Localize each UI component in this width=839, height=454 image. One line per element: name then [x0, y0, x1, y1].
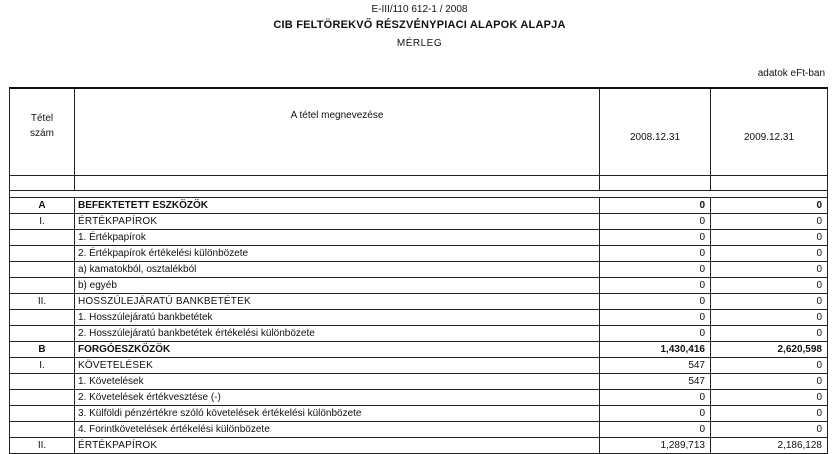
row-value-2008: 547 — [600, 358, 711, 374]
row-code — [10, 230, 75, 246]
row-value-2008: 1,430,416 — [600, 342, 711, 358]
header-item-name: A tétel megnevezése — [75, 88, 600, 176]
row-value-2009: 2,620,598 — [711, 342, 828, 358]
row-value-2008: 0 — [600, 406, 711, 422]
row-value-2009: 0 — [711, 374, 828, 390]
row-value-2009: 0 — [711, 406, 828, 422]
row-name: ÉRTÉKPAPÍROK — [75, 438, 600, 454]
row-value-2009: 0 — [711, 230, 828, 246]
row-code — [10, 278, 75, 294]
row-code — [10, 374, 75, 390]
row-value-2008: 0 — [600, 294, 711, 310]
row-name: ÉRTÉKPAPÍROK — [75, 214, 600, 230]
row-name: 2. Értékpapírok értékelési különbözete — [75, 246, 600, 262]
row-value-2009: 2,186,128 — [711, 438, 828, 454]
row-value-2008: 0 — [600, 230, 711, 246]
unit-note: adatok eFt-ban — [757, 68, 825, 79]
row-name: FORGÓESZKÖZÖK — [75, 342, 600, 358]
row-value-2009: 0 — [711, 422, 828, 438]
row-code — [10, 310, 75, 326]
row-name: 2. Követelések értékvesztése (-) — [75, 390, 600, 406]
row-value-2008: 0 — [600, 422, 711, 438]
row-code — [10, 390, 75, 406]
table-row — [10, 374, 828, 390]
header-item-number: Tétel szám — [10, 88, 75, 176]
header-2008: 2008.12.31 — [600, 88, 711, 176]
row-code: II. — [10, 294, 75, 310]
table-row — [10, 246, 828, 262]
row-value-2009: 0 — [711, 278, 828, 294]
row-name: 3. Külföldi pénzértékre szóló követelések értékelési különbözete — [75, 406, 600, 422]
row-value-2008: 0 — [600, 214, 711, 230]
row-code: B — [10, 342, 75, 358]
table-row — [10, 406, 828, 422]
row-name: BEFEKTETETT ESZKÖZÖK — [75, 198, 600, 214]
table-row — [10, 438, 828, 454]
row-value-2009: 0 — [711, 390, 828, 406]
row-value-2008: 0 — [600, 310, 711, 326]
row-code: II. — [10, 438, 75, 454]
row-code: I. — [10, 214, 75, 230]
row-code: I. — [10, 358, 75, 374]
row-value-2008: 0 — [600, 390, 711, 406]
header-2009: 2009.12.31 — [711, 88, 828, 176]
table-row — [10, 294, 828, 310]
row-value-2009: 0 — [711, 358, 828, 374]
row-name: KÖVETELÉSEK — [75, 358, 600, 374]
row-value-2008: 0 — [600, 198, 711, 214]
row-code — [10, 262, 75, 278]
row-value-2009: 0 — [711, 326, 828, 342]
document-title: CIB FELTÖREKVŐ RÉSZVÉNYPIACI ALAPOK ALAPJA — [273, 19, 566, 31]
row-value-2008: 0 — [600, 278, 711, 294]
table-row — [10, 422, 828, 438]
table-row — [10, 358, 828, 374]
spacer-row — [10, 176, 828, 191]
row-value-2008: 0 — [600, 262, 711, 278]
row-name: HOSSZÚLEJÁRATÚ BANKBETÉTEK — [75, 294, 600, 310]
row-name: 1. Hosszúlejáratú bankbetétek — [75, 310, 600, 326]
row-value-2008: 547 — [600, 374, 711, 390]
row-code — [10, 406, 75, 422]
document-subtitle: MÉRLEG — [396, 38, 443, 49]
table-row — [10, 326, 828, 342]
row-value-2009: 0 — [711, 214, 828, 230]
row-code — [10, 326, 75, 342]
row-code — [10, 246, 75, 262]
row-value-2009: 0 — [711, 198, 828, 214]
row-name: 1. Értékpapírok — [75, 230, 600, 246]
table-row — [10, 390, 828, 406]
row-code: A — [10, 198, 75, 214]
table-row — [10, 310, 828, 326]
row-value-2008: 0 — [600, 246, 711, 262]
table-row — [10, 342, 828, 358]
row-name: 4. Forintkövetelések értékelési különbözete — [75, 422, 600, 438]
row-value-2009: 0 — [711, 310, 828, 326]
row-name: a) kamatokból, osztalékból — [75, 262, 600, 278]
row-name: b) egyéb — [75, 278, 600, 294]
table-row — [10, 278, 828, 294]
table-row — [10, 230, 828, 246]
row-value-2008: 0 — [600, 326, 711, 342]
row-value-2009: 0 — [711, 262, 828, 278]
row-value-2009: 0 — [711, 246, 828, 262]
document-reference: E-III/110 612-1 / 2008 — [371, 4, 468, 15]
row-code — [10, 422, 75, 438]
row-name: 1. Követelések — [75, 374, 600, 390]
balance-sheet-table — [9, 87, 828, 454]
row-name: 2. Hosszúlejáratú bankbetétek értékelési különbözete — [75, 326, 600, 342]
table-row — [10, 262, 828, 278]
gap-row — [10, 191, 828, 198]
table-row — [10, 198, 828, 214]
row-value-2008: 1,289,713 — [600, 438, 711, 454]
table-row — [10, 214, 828, 230]
row-value-2009: 0 — [711, 294, 828, 310]
